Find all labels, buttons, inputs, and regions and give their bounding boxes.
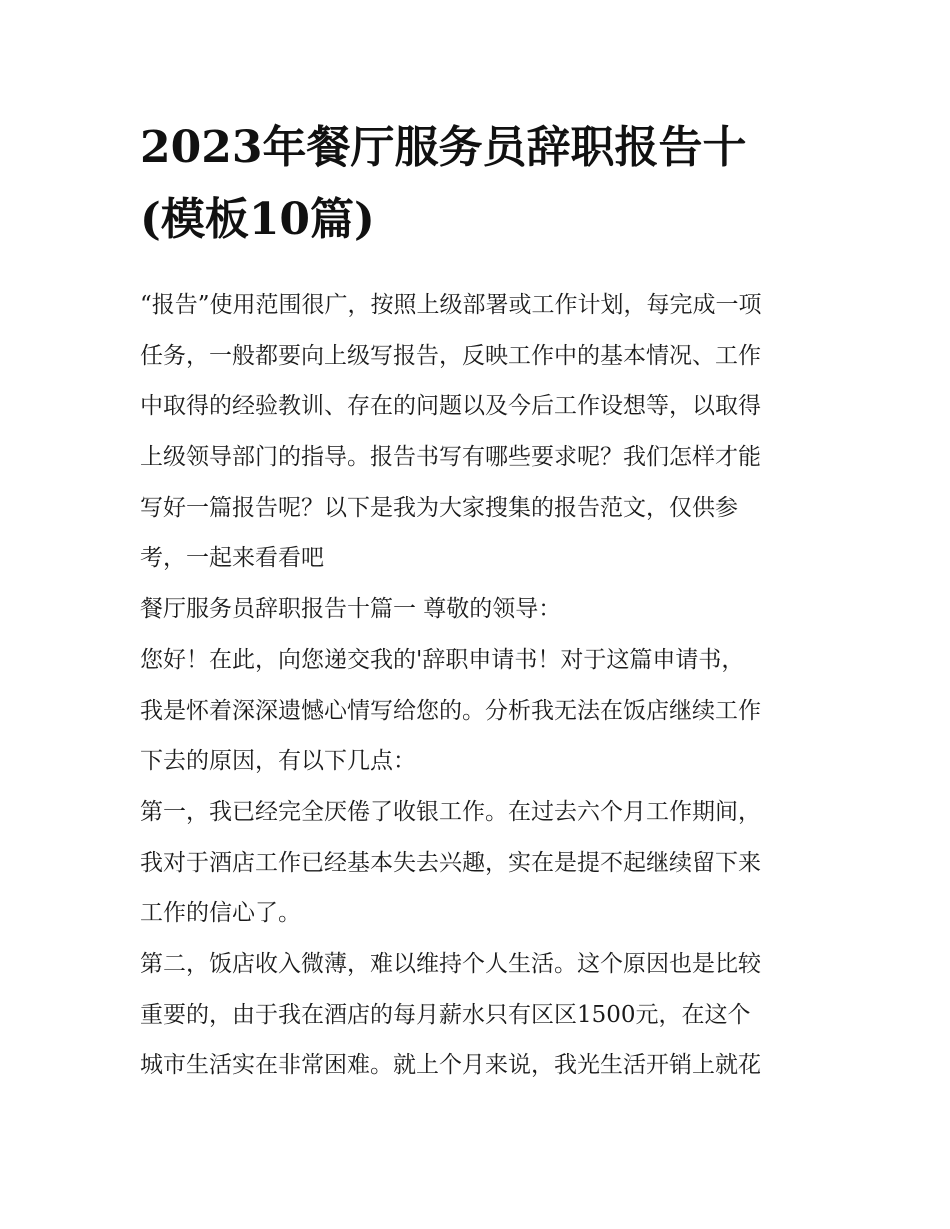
title-line-2: (模板10篇) xyxy=(140,194,375,245)
body-line: 第一，我已经完全厌倦了收银工作。在过去六个月工作期间， xyxy=(140,798,761,825)
body-line: 上级领导部门的指导。报告书写有哪些要求呢？我们怎样才能 xyxy=(140,444,761,471)
body-line: 我对于酒店工作已经基本失去兴趣，实在是提不起继续留下来 xyxy=(140,849,761,876)
body-line: 工作的信心了。 xyxy=(140,900,301,927)
body-line: 我是怀着深深遗憾心情写给您的。分析我无法在饭店继续工作 xyxy=(140,697,761,724)
body-line: 第二，饭店收入微薄，难以维持个人生活。这个原因也是比较 xyxy=(140,950,761,977)
body-line: 下去的原因，有以下几点： xyxy=(140,748,416,775)
document-title xyxy=(140,112,820,256)
document-body xyxy=(140,280,830,1091)
body-line: “报告”使用范围很广，按照上级部署或工作计划，每完成一项 xyxy=(140,292,762,318)
body-line: 任务，一般都要向上级写报告，反映工作中的基本情况、工作 xyxy=(140,342,761,369)
body-line: 中取得的经验教训、存在的问题以及今后工作设想等，以取得 xyxy=(140,393,761,420)
body-line: 城市生活实在非常困难。就上个月来说，我光生活开销上就花 xyxy=(140,1052,761,1079)
body-line: 写好一篇报告呢？以下是我为大家搜集的报告范文，仅供参 xyxy=(140,494,738,521)
body-line: 重要的，由于我在酒店的每月薪水只有区区1500元，在这个 xyxy=(140,1001,751,1028)
body-line: 您好！在此，向您递交我的'辞职申请书！对于这篇申请书， xyxy=(140,646,745,673)
title-line-1: 2023年餐厅服务员辞职报告十 xyxy=(140,122,747,173)
section-heading-line: 餐厅服务员辞职报告十篇一 尊敬的领导： xyxy=(140,596,562,623)
body-line: 考，一起来看看吧 xyxy=(140,545,324,572)
